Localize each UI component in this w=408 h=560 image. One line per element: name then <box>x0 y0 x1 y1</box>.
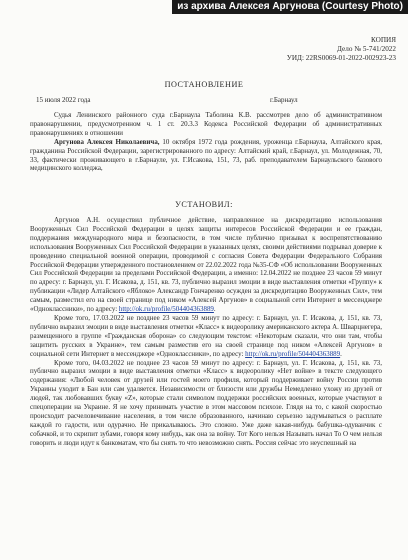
document-header <box>287 36 396 63</box>
finding-1-text: Аргунов А.Н. осуществил публичное действие, направленное на дискредитацию использования Вооруженных Сил Российской Федерации в целях защиты интересов Российской Федерации и ее граждан, поддержания международного мира и безопасности, в том числе публично призывал к воспрепятствованию использования Вооруженных Сил Российской Федерации в указанных целях, своими действиями подрывал доверие к проведению специальной военной операции, проводимой с согласия Совета Федерации Федерального Собрания Российской Федерации утвержденного постановлением от 22.02.2022 года №35-СФ «Об использовании Вооруженных Сил Российской Федерации за пределами Российской Федерации, а именно: 12.04.2022 не позднее 23 часов 59 минут по адресу: г. Барнаул, ул. Г. Исакова, д. 151, кв. 73, публично выразил эмоции в виде выставления отметки «Группу» к публикации «Лидер Алтайского «Яблоко» Александр Гончаренко осужден за дискредитацию Вооруженных Сил», тем самым, разместил его на своей странице под ником «Алексей Аргунов» в социальной сети Интернет в мессенджере «Одноклассники», по адресу: <box>30 216 382 314</box>
finding-2-text: Кроме того, 17.03.2022 не позднее 23 часов 59 минут по адресу: г. Барнаул, ул. Г. Исакова, д. 151, кв. 73, публично выразил эмоции в виде выставления отметки «Класс» к видеоролику американского актера А. Шварцнегера, размещенного в группе «Гражданская оборона» со следующим текстом: «Некоторым сказали, что они там, чтобы защитить русских в Украине», тем самым разместив его на своей странице под ником «Алексей Аргунов» в социальной сети Интернет в мессенджере «Одноклассники», по адресу: <box>30 313 382 358</box>
finding-paragraph-2 <box>30 314 382 359</box>
finding-paragraph-3: Кроме того, 04.03.2022 не позднее 23 часов 59 минут по адресу: г. Барнаул, ул. Г. Исакова, д. 151, кв. 73, публично выразил эмоции в виде выставления отметки «Класс» к видеоролику «Нет войне» в тексте следующего содержания: «Любой человек от друзей или гостей моего профиля, который поддерживает войну России против Украины уходит в Бан или сам удаляется. Независимости от близости или дружбы Немедленно ухожу из друзей от людей, так любовавших букву «Z», которые стали символом поддержки российских военных, которые участвуют в спецоперации на Украине. Я не хочу принимать участие в этом массовом психозе. Глядя на то, с какой скоростью происходит расчеловечивание населения, в том числе образованного, начинаю серьезно задумываться о расплате каждой го гадости, или одурачно. Не прикалываюсь. Это сложно. Уже даже какая-нибудь бабушка-одуванчик с собачкой, и то скрипит зубами, говоря кому нибудь, как она за войну. Тот Кого нельзя Называть начал То О чем нельзя говорить и люди идут к банкоматам, что бы снять то что невозможно снять. Россия сейчас это неуспешный на <box>30 358 382 447</box>
document-city: г.Барнаул <box>270 96 298 104</box>
person-name: Аргунова Алексея Николаевича, <box>54 137 160 146</box>
copy-stamp: КОПИЯ <box>371 36 396 44</box>
case-number: Дело № 5-741/2022 <box>337 45 396 53</box>
uid-number: УИД: 22RS0069-01-2022-002923-23 <box>286 54 396 62</box>
intro-paragraph: Судья Ленинского районного суда г.Барнаула Таболина К.В. рассмотрев дело об административном правонарушении, предусмотренном ч. 1 ст. 20.3.3 Кодекса Российской Федерации об административных правонарушениях в отношении <box>30 111 382 137</box>
section-heading: УСТАНОВИЛ: <box>175 200 233 209</box>
document-date: 15 июля 2022 года <box>36 96 91 104</box>
finding-2-end: . <box>340 349 342 358</box>
profile-link-1[interactable]: http://ok.ru/profile/504404363889 <box>118 305 214 314</box>
intro-block <box>30 111 382 173</box>
profile-link-2[interactable]: http://ok.ru/profile/504404363889 <box>245 349 341 358</box>
photo-credit-badge: из архива Алексея Аргунова (Courtesy Photo) <box>172 0 408 14</box>
document-title: ПОСТАНОВЛЕНИЕ <box>164 80 244 89</box>
findings-block <box>30 216 382 448</box>
person-details: 10 октября 1972 года рождения, уроженца г.Барнаула, Алтайского края, гражданина Российской Федерации, зарегистрированного по адресу: Алтайский край, г.Барнаул, ул. Молодежная, 70, 33, фактически проживающего в г.Барнауле, ул. Г.Исакова, 151, 73, раб. преподавателем Барнаульского базового медицинского колледжа, <box>30 137 382 173</box>
finding-paragraph-1 <box>30 216 382 314</box>
person-paragraph <box>30 138 382 174</box>
finding-1-end: . <box>213 305 216 314</box>
